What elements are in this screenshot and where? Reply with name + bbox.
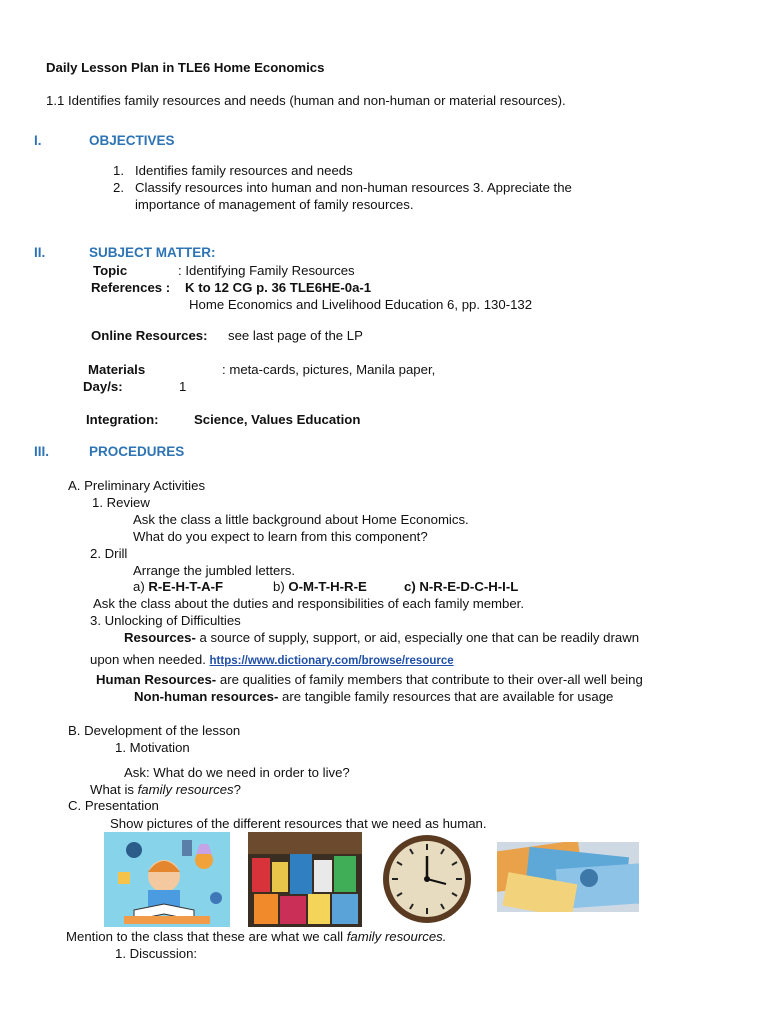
banknotes-illustration bbox=[497, 842, 639, 912]
jumble-c: c) N-R-E-D-C-H-I-L bbox=[404, 579, 519, 594]
references-value: K to 12 CG p. 36 TLE6HE-0a-1 bbox=[185, 280, 372, 295]
resources-definition bbox=[124, 630, 639, 646]
mention-emphasis: family resources. bbox=[346, 929, 447, 944]
ask-line: Ask: What do we need in order to live? bbox=[124, 765, 350, 780]
motivation-heading: 1. Motivation bbox=[115, 740, 190, 755]
review-line-1: Ask the class a little background about Home Economics. bbox=[133, 512, 469, 527]
human-resources-definition bbox=[96, 672, 643, 688]
competency-text: 1.1 Identifies family resources and needs (human and non-human or material resources). bbox=[46, 93, 566, 108]
procedures-number: III. bbox=[34, 444, 50, 459]
jumble-b-prefix: b) bbox=[273, 579, 289, 594]
integration-value: Science, Values Education bbox=[194, 412, 361, 427]
references-book: Home Economics and Livelihood Education 6, pp. 130-132 bbox=[189, 297, 533, 312]
review-line-2: What do you expect to learn from this component? bbox=[133, 529, 428, 544]
resources-def-text-2: upon when needed. bbox=[90, 652, 210, 667]
what-line bbox=[90, 782, 241, 798]
page-title: Daily Lesson Plan in TLE6 Home Economics bbox=[46, 60, 325, 75]
nonhuman-resources-term: Non-human resources- bbox=[134, 689, 279, 704]
duties-line: Ask the class about the duties and responsibilities of each family member. bbox=[93, 596, 525, 611]
jumble-b bbox=[273, 579, 367, 595]
show-pictures-line: Show pictures of the different resources that we need as human. bbox=[110, 816, 487, 831]
money-picture bbox=[497, 842, 639, 912]
objective-2-number: 2. bbox=[113, 180, 124, 195]
jumble-b-word: O-M-T-H-R-E bbox=[288, 579, 367, 594]
presentation-heading: C. Presentation bbox=[68, 798, 159, 813]
discussion-heading: 1. Discussion: bbox=[115, 946, 198, 961]
grocery-items-illustration bbox=[248, 832, 362, 927]
objective-2-text: Classify resources into human and non-human resources 3. Appreciate the bbox=[135, 180, 572, 195]
online-resources-value: see last page of the LP bbox=[228, 328, 363, 343]
integration-label: Integration: bbox=[86, 412, 159, 427]
wall-clock-illustration bbox=[378, 832, 476, 926]
dictionary-link[interactable]: https://www.dictionary.com/browse/resource bbox=[209, 655, 454, 667]
mention-prefix: Mention to the class that these are what we call bbox=[66, 929, 347, 944]
subject-heading: SUBJECT MATTER: bbox=[89, 245, 216, 260]
objective-1-number: 1. bbox=[113, 163, 124, 178]
days-label: Day/s: bbox=[83, 379, 123, 394]
materials-label: Materials bbox=[88, 362, 146, 377]
food-grocery-picture bbox=[248, 832, 362, 927]
topic-value: : Identifying Family Resources bbox=[178, 263, 355, 278]
drill-heading: 2. Drill bbox=[90, 546, 128, 561]
days-value: 1 bbox=[179, 379, 187, 394]
child-reading-illustration bbox=[104, 832, 230, 927]
procedures-heading: PROCEDURES bbox=[89, 444, 185, 459]
nonhuman-resources-definition bbox=[134, 689, 613, 705]
clock-picture bbox=[378, 832, 476, 926]
jumble-a-word: R-E-H-T-A-F bbox=[148, 579, 224, 594]
human-resources-def: are qualities of family members that contribute to their over-all well being bbox=[216, 672, 643, 687]
review-heading: 1. Review bbox=[92, 495, 150, 510]
objectives-number: I. bbox=[34, 133, 42, 148]
what-suffix: ? bbox=[233, 782, 241, 797]
child-reading-picture bbox=[104, 832, 230, 927]
mention-line bbox=[66, 929, 446, 945]
objective-2-continued: importance of management of family resources. bbox=[135, 197, 414, 212]
resources-def-text: a source of supply, support, or aid, especially one that can be readily drawn bbox=[195, 630, 640, 645]
nonhuman-resources-def: are tangible family resources that are available for usage bbox=[278, 689, 614, 704]
online-resources-label: Online Resources: bbox=[91, 328, 208, 343]
jumble-a bbox=[133, 579, 223, 595]
unlocking-heading: 3. Unlocking of Difficulties bbox=[90, 613, 241, 628]
development-heading: B. Development of the lesson bbox=[68, 723, 241, 738]
objectives-heading: OBJECTIVES bbox=[89, 133, 175, 148]
what-prefix: What is bbox=[90, 782, 138, 797]
jumble-a-prefix: a) bbox=[133, 579, 149, 594]
materials-value: : meta-cards, pictures, Manila paper, bbox=[222, 362, 436, 377]
preliminary-heading: A. Preliminary Activities bbox=[68, 478, 206, 493]
human-resources-term: Human Resources- bbox=[96, 672, 217, 687]
references-label: References : bbox=[91, 280, 171, 295]
resources-definition-cont bbox=[90, 652, 454, 669]
topic-label: Topic bbox=[93, 263, 128, 278]
resources-term: Resources- bbox=[124, 630, 196, 645]
objective-1-text: Identifies family resources and needs bbox=[135, 163, 353, 178]
drill-line-1: Arrange the jumbled letters. bbox=[133, 563, 295, 578]
subject-number: II. bbox=[34, 245, 46, 260]
what-emphasis: family resources bbox=[137, 782, 234, 797]
